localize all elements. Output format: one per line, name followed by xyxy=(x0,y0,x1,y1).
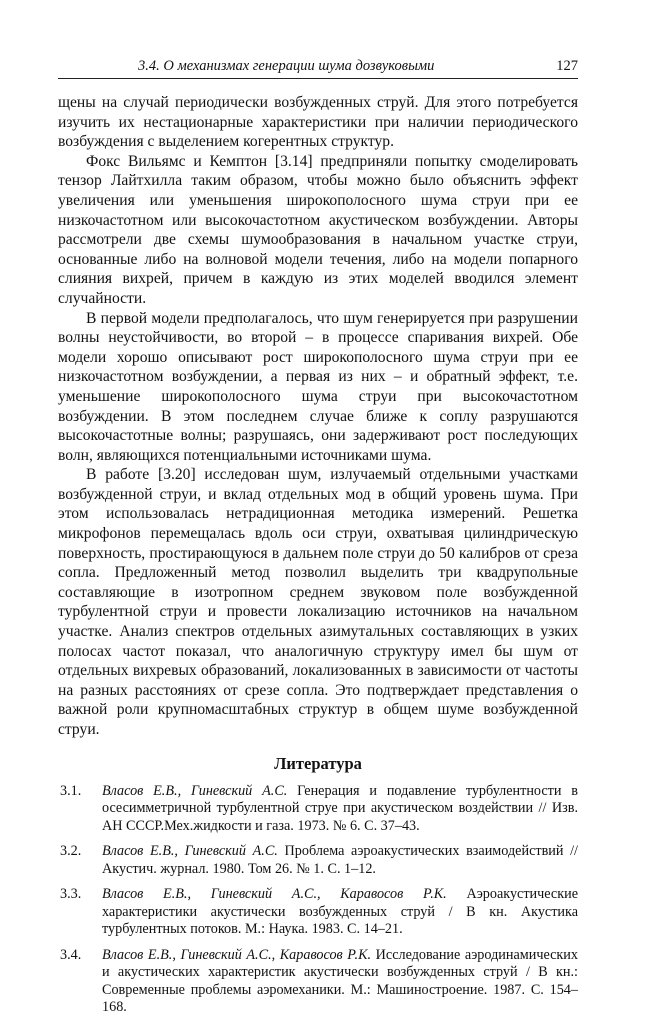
running-header xyxy=(58,58,578,79)
paragraph: Фокс Вильямс и Кемптон [3.14] предприняли попытку смоделировать тензор Лайтхилла таким образом, чтобы можно было объяснить эффект увеличения или уменьшения широкополосного шума струи при ее низкочастотном или высокочастотном акустическом возбуждении. Авторы рассмотрели две схемы шумообразования в начальном участке струи, основанные либо на волновой модели течения, либо на модели попарного слияния вихрей, причем в каждую из этих моделей вводился элемент случайности. xyxy=(58,152,578,307)
reference-number: 3.1. xyxy=(60,782,82,799)
paragraph: В первой модели предполагалось, что шум генерируется при разрушении волны неустойчивости, во второй – в процессе спаривания вихрей. Обе модели хорошо описывают рост широкополосного шума струи при ее низкочастотном возбуждении, а первая из них – и обратный эффект, т.е. уменьшение широкополосного шума струи при высокочастотном возбуждении. В этом последнем случае ближе к соплу разрушаются высокочастотные волны; разрушаясь, они задерживают рост последующих волн, являющихся потенциальными источниками шума. xyxy=(58,309,578,464)
reference-text: Аэроакустические характеристики акустически возбужденных струй / В кн. Акустика турбулентных потоков. М.: Наука. 1983. С. 14–21. xyxy=(102,886,579,938)
reference-authors: Власов Е.В., Гиневский А.С. xyxy=(102,782,288,799)
reference-authors: Власов Е.В., Гиневский А.С., Каравосов Р.К. xyxy=(102,886,447,903)
references-heading: Литература xyxy=(274,753,362,773)
reference-authors: Власов Е.В., Гиневский А.С., Каравосов Р.К. xyxy=(102,946,372,963)
reference-number: 3.4. xyxy=(60,946,82,963)
reference-text: Исследование аэродинамических и акустических характеристик акустически возбужденных струй / В кн.: Современные проблемы аэромеханики. М.: Машиностроение. 1987. С. 154–168. xyxy=(102,946,578,1016)
reference-item xyxy=(58,783,578,836)
references-list xyxy=(58,783,578,1017)
running-header-title: 3.4. О механизмах генерации шума дозвуковыми xyxy=(138,58,435,74)
reference-item xyxy=(58,843,578,878)
paragraph-continued: щены на случай периодически возбужденных струй. Для этого потребуется изучить их нестационарные характеристики при наличии периодического возбуждения с выделением когерентных структур. xyxy=(58,94,578,151)
reference-item xyxy=(58,886,578,939)
reference-number: 3.3. xyxy=(60,886,82,903)
paragraph: В работе [3.20] исследован шум, излучаемый отдельными участками возбужденной струи, и вклад отдельных мод в общий уровень шума. При этом использовалась нетрадиционная методика измерений. Решетка микрофонов перемещалась вдоль оси струи, охватывая цилиндрическую поверхность, простирающуюся в дальнем поле струи до 50 калибров от среза сопла. Предложенный метод позволил выделить три квадрупольные составляющие в изотропном среднем звуковом поле возбужденной турбулентной струи и провести локализацию источников на начальном участке. Анализ спектров отдельных азимутальных составляющих в узких полосах частот показал, что аналогичную структуру имел бы шум от отдельных вихревых образований, локализованных в зависимости от частоты на разных расстояниях от срезе сопла. Это подтверждает представления о важной роли крупномасштабных структур в общем шуме возбужденной струи. xyxy=(58,466,578,738)
body-text xyxy=(58,93,578,740)
reference-text: Проблема аэроакустических взаимодействий // Акустич. журнал. 1980. Том 26. № 1. С. 1–12. xyxy=(102,843,579,877)
reference-text: Генерация и подавление турбулентности в осесимметричной турбулентной струе при акустическом воздействии // Изв. АН СССР.Мех.жидкости и газа. 1973. № 6. С. 37–43. xyxy=(102,782,579,834)
reference-number: 3.2. xyxy=(60,843,82,860)
page-number: 127 xyxy=(556,58,578,74)
reference-authors: Власов Е.В., Гиневский А.С. xyxy=(102,843,278,860)
book-page xyxy=(58,58,578,1025)
reference-item xyxy=(58,947,578,1017)
